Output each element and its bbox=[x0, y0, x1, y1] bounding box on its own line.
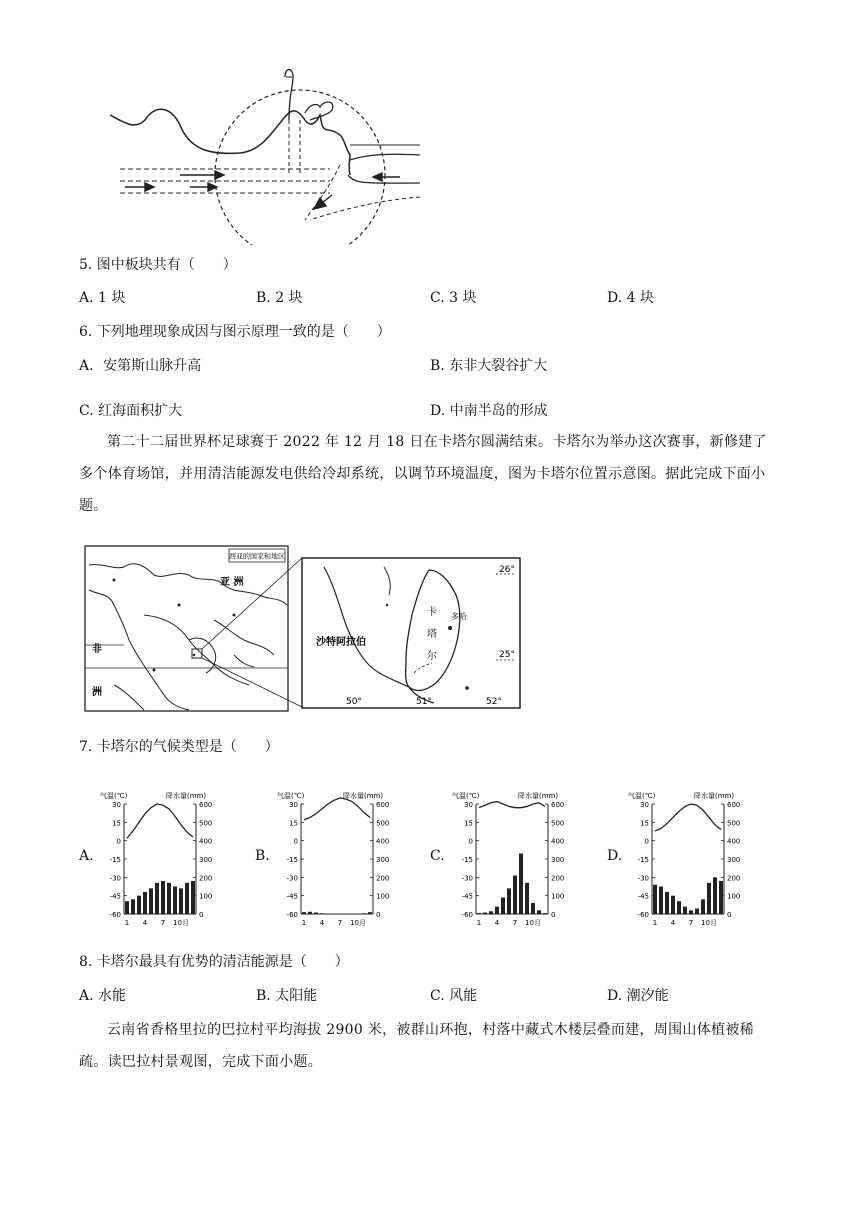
precip-bar bbox=[320, 913, 324, 914]
precip-bar bbox=[149, 888, 153, 914]
map-label-africa-1: 非 bbox=[92, 644, 102, 655]
right-tick-label: 200 bbox=[727, 874, 741, 883]
precip-bar bbox=[719, 881, 723, 914]
month-tick-label: 4 bbox=[142, 919, 148, 927]
precip-bar bbox=[167, 883, 171, 914]
month-tick-label: 10月 bbox=[173, 919, 189, 927]
left-tick-label: 15 bbox=[464, 819, 473, 828]
q5-option-a[interactable]: A. 1 块 bbox=[79, 290, 126, 306]
temperature-curve bbox=[127, 804, 193, 838]
month-tick-label: 7 bbox=[688, 919, 694, 927]
precip-bar bbox=[695, 909, 699, 915]
precip-bar bbox=[525, 883, 529, 914]
question-8-stem: 8. 卡塔尔最具有优势的清洁能源是（ ） bbox=[79, 954, 349, 970]
precip-bar bbox=[689, 910, 693, 914]
map-inset-title: 西亚的国家和地区 bbox=[229, 552, 285, 561]
right-tick-label: 400 bbox=[727, 837, 741, 846]
left-tick-label: 30 bbox=[289, 801, 298, 809]
precip-bar bbox=[543, 913, 547, 914]
q6-option-c[interactable]: C. 红海面积扩大 bbox=[79, 403, 183, 419]
left-tick-label: -30 bbox=[286, 874, 298, 883]
right-tick-label: 500 bbox=[727, 819, 741, 828]
precip-bar bbox=[185, 883, 189, 914]
left-tick-label: -60 bbox=[461, 911, 473, 919]
map-label-asia: 亚 洲 bbox=[220, 577, 244, 588]
left-tick-label: 15 bbox=[640, 819, 649, 828]
right-tick-label: 600 bbox=[551, 801, 565, 809]
month-tick-label: 1 bbox=[476, 919, 482, 927]
left-tick-label: 15 bbox=[112, 819, 121, 828]
precip-axis-label: 降水量(mm) bbox=[694, 792, 735, 800]
q8-option-b[interactable]: B. 太阳能 bbox=[256, 988, 318, 1004]
right-tick-label: 600 bbox=[376, 801, 390, 809]
precip-bar bbox=[173, 887, 177, 915]
precip-bar bbox=[495, 907, 499, 914]
map-label-saudi: 沙特阿拉伯 bbox=[316, 637, 366, 648]
right-tick-label: 300 bbox=[376, 856, 390, 864]
q7-option-c[interactable]: C. bbox=[430, 848, 445, 864]
precip-bar bbox=[137, 896, 141, 914]
precip-bar bbox=[308, 912, 312, 914]
right-tick-label: 0 bbox=[376, 911, 381, 919]
left-tick-label: -30 bbox=[109, 874, 121, 883]
map-lon-50: 50° bbox=[346, 697, 362, 707]
q6-option-a[interactable]: A．安第斯山脉升高 bbox=[79, 358, 202, 374]
right-tick-label: 600 bbox=[727, 801, 741, 809]
right-tick-label: 100 bbox=[199, 892, 213, 901]
right-tick-label: 500 bbox=[551, 819, 565, 828]
q7-option-b[interactable]: B. bbox=[255, 848, 270, 864]
left-tick-label: 0 bbox=[293, 837, 298, 846]
month-tick-label: 7 bbox=[160, 919, 166, 927]
q5-option-b[interactable]: B. 2 块 bbox=[256, 290, 303, 306]
precip-bar bbox=[659, 887, 663, 915]
left-tick-label: -30 bbox=[637, 874, 649, 883]
map-lat-26: 26° bbox=[499, 565, 515, 575]
left-tick-label: 0 bbox=[644, 837, 649, 846]
precip-bar bbox=[665, 892, 669, 914]
precip-bar bbox=[314, 913, 318, 914]
map-lon-52: 52° bbox=[486, 697, 502, 707]
precip-bar bbox=[707, 883, 711, 914]
map-label-qatar-1: 卡 bbox=[427, 607, 437, 618]
q8-option-d[interactable]: D. 潮汐能 bbox=[607, 988, 669, 1004]
q6-option-b[interactable]: B. 东非大裂谷扩大 bbox=[430, 358, 548, 374]
left-tick-label: -15 bbox=[109, 856, 121, 864]
month-tick-label: 4 bbox=[670, 919, 676, 927]
precip-bar bbox=[477, 913, 481, 914]
right-tick-label: 400 bbox=[376, 837, 390, 846]
map-label-doha: 多哈 bbox=[451, 612, 467, 621]
left-tick-label: 15 bbox=[289, 819, 298, 828]
precip-bar bbox=[143, 892, 147, 914]
month-tick-label: 1 bbox=[652, 919, 658, 927]
right-tick-label: 100 bbox=[376, 892, 390, 901]
temp-axis-label: 气温(℃) bbox=[628, 792, 656, 800]
q8-option-c[interactable]: C. 风能 bbox=[430, 988, 478, 1004]
qatar-location-map bbox=[84, 545, 524, 713]
left-tick-label: -60 bbox=[109, 911, 121, 919]
left-tick-label: 30 bbox=[112, 801, 121, 809]
climate-chart-a bbox=[100, 782, 235, 932]
left-tick-label: -45 bbox=[461, 892, 473, 901]
right-tick-label: 0 bbox=[727, 911, 732, 919]
month-tick-label: 7 bbox=[512, 919, 518, 927]
qatar-intro-paragraph: 第二十二届世界杯足球赛于 2022 年 12 月 18 日在卡塔尔圆满结束。卡塔尔为举办这次赛事，新修建了多个体育场馆，并用清洁能源发电供给冷却系统，以调节环境温度，图为卡塔尔位置示意图。据此完成下面小题。 bbox=[79, 434, 767, 514]
temperature-curve bbox=[479, 802, 545, 808]
precip-axis-label: 降水量(mm) bbox=[518, 792, 559, 800]
month-tick-label: 10月 bbox=[350, 919, 366, 927]
climate-chart-d bbox=[628, 775, 763, 932]
left-tick-label: 30 bbox=[464, 801, 473, 809]
precip-bar bbox=[161, 881, 165, 914]
precip-bar bbox=[501, 898, 505, 915]
temperature-curve bbox=[304, 798, 370, 820]
left-tick-label: 0 bbox=[116, 837, 121, 846]
month-tick-label: 4 bbox=[494, 919, 500, 927]
climate-chart-c bbox=[452, 775, 587, 932]
q7-option-d[interactable]: D. bbox=[607, 848, 623, 864]
left-tick-label: -45 bbox=[109, 892, 121, 901]
right-tick-label: 500 bbox=[199, 819, 213, 828]
left-tick-label: -45 bbox=[637, 892, 649, 901]
q6-option-d[interactable]: D. 中南半岛的形成 bbox=[430, 403, 548, 419]
right-tick-label: 300 bbox=[199, 856, 213, 864]
precip-bar bbox=[519, 854, 523, 915]
month-tick-label: 4 bbox=[319, 919, 325, 927]
right-tick-label: 200 bbox=[376, 874, 390, 883]
precip-bar bbox=[537, 910, 541, 914]
temperature-curve bbox=[655, 804, 721, 831]
left-tick-label: -60 bbox=[637, 911, 649, 919]
right-tick-label: 0 bbox=[199, 911, 204, 919]
right-tick-label: 100 bbox=[551, 892, 565, 901]
month-tick-label: 10月 bbox=[701, 919, 717, 927]
precip-bar bbox=[483, 913, 487, 914]
precip-bar bbox=[653, 885, 657, 914]
precip-bar bbox=[513, 876, 517, 915]
right-tick-label: 500 bbox=[376, 819, 390, 828]
month-tick-label: 10月 bbox=[525, 919, 541, 927]
precip-bar bbox=[191, 881, 195, 914]
map-lon-51: 51° bbox=[416, 697, 432, 707]
right-tick-label: 100 bbox=[727, 892, 741, 901]
bala-village-intro-paragraph: 云南省香格里拉的巴拉村平均海拔 2900 米，被群山环抱，村落中藏式木楼层叠而建，周围山体植被稀疏。读巴拉村景观图，完成下面小题。 bbox=[79, 1022, 754, 1070]
month-tick-label: 1 bbox=[124, 919, 130, 927]
question-5-stem: 5. 图中板块共有（ ） bbox=[79, 257, 237, 273]
question-6-stem: 6. 下列地理现象成因与图示原理一致的是（ ） bbox=[79, 324, 391, 340]
precip-axis-label: 降水量(mm) bbox=[343, 792, 384, 800]
month-tick-label: 1 bbox=[301, 919, 307, 927]
precip-bar bbox=[683, 907, 687, 914]
precip-bar bbox=[362, 913, 366, 914]
month-tick-label: 7 bbox=[337, 919, 343, 927]
precip-bar bbox=[131, 899, 135, 914]
climate-chart-b bbox=[277, 782, 412, 932]
precip-bar bbox=[155, 883, 159, 914]
right-tick-label: 400 bbox=[551, 837, 565, 846]
left-tick-label: -45 bbox=[286, 892, 298, 901]
right-tick-label: 200 bbox=[551, 874, 565, 883]
precip-bar bbox=[701, 899, 705, 914]
left-tick-label: -15 bbox=[286, 856, 298, 864]
right-tick-label: 600 bbox=[199, 801, 213, 809]
precip-bar bbox=[507, 888, 511, 914]
precip-bar bbox=[531, 903, 535, 914]
left-tick-label: -15 bbox=[637, 856, 649, 864]
right-tick-label: 0 bbox=[551, 911, 556, 919]
q5-option-c[interactable]: C. 3 块 bbox=[430, 290, 477, 306]
plate-boundary-diagram bbox=[100, 65, 430, 245]
precip-bar bbox=[302, 912, 306, 914]
precip-bar bbox=[677, 901, 681, 914]
right-tick-label: 300 bbox=[551, 856, 565, 864]
temp-axis-label: 气温(℃) bbox=[100, 792, 128, 800]
temp-axis-label: 气温(℃) bbox=[277, 792, 305, 800]
precip-bar bbox=[125, 901, 129, 914]
precip-bar bbox=[179, 888, 183, 914]
left-tick-label: -15 bbox=[461, 856, 473, 864]
left-tick-label: -30 bbox=[461, 874, 473, 883]
q7-option-a[interactable]: A. bbox=[79, 848, 94, 864]
left-tick-label: 0 bbox=[468, 837, 473, 846]
precip-axis-label: 降水量(mm) bbox=[166, 792, 207, 800]
left-tick-label: -60 bbox=[286, 911, 298, 919]
precip-bar bbox=[489, 911, 493, 914]
precip-bar bbox=[671, 896, 675, 914]
q8-option-a[interactable]: A. 水能 bbox=[79, 988, 127, 1004]
left-tick-label: 30 bbox=[640, 801, 649, 809]
temp-axis-label: 气温(℃) bbox=[452, 792, 480, 800]
map-label-qatar-2: 塔 bbox=[427, 629, 437, 640]
q5-option-d[interactable]: D. 4 块 bbox=[607, 290, 654, 306]
precip-bar bbox=[713, 877, 717, 914]
right-tick-label: 300 bbox=[727, 856, 741, 864]
map-label-africa-2: 洲 bbox=[92, 687, 102, 698]
question-7-stem: 7. 卡塔尔的气候类型是（ ） bbox=[79, 739, 279, 755]
map-label-qatar-3: 尔 bbox=[427, 651, 437, 662]
map-lat-25: 25° bbox=[499, 650, 515, 660]
right-tick-label: 200 bbox=[199, 874, 213, 883]
precip-bar bbox=[368, 912, 372, 914]
right-tick-label: 400 bbox=[199, 837, 213, 846]
